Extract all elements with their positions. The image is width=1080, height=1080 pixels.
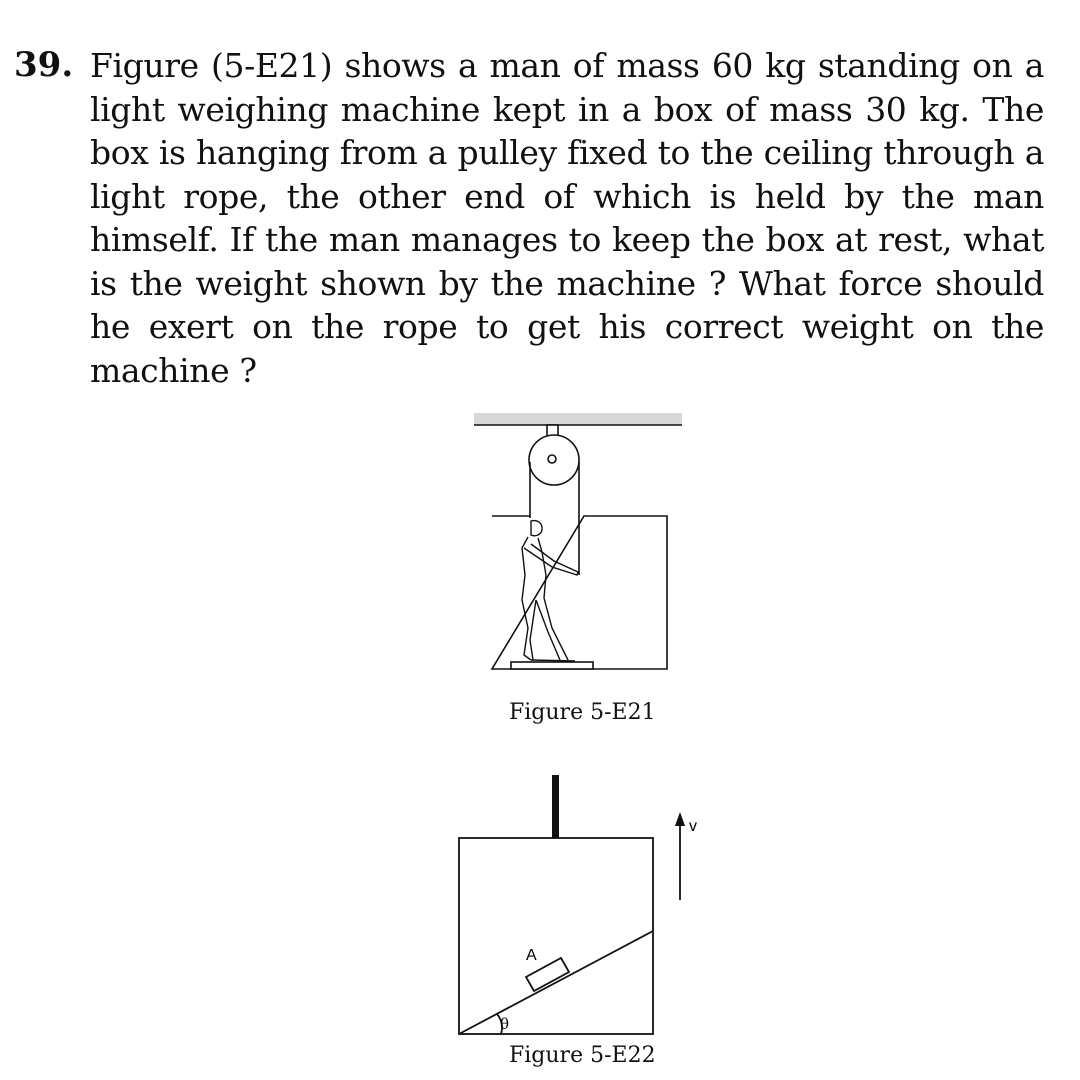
figure-5-e21 — [474, 413, 682, 669]
man-feet — [531, 660, 575, 661]
weighing-machine — [511, 662, 593, 669]
block-label: A — [526, 947, 537, 964]
ceiling — [474, 413, 682, 425]
man-head — [531, 521, 542, 536]
figure-5-e21-caption: Figure 5-E21 — [509, 700, 656, 725]
angle-label: θ — [500, 1015, 510, 1033]
velocity-label: v — [689, 818, 697, 835]
man-legs — [530, 600, 560, 660]
pulley-wheel — [529, 435, 579, 485]
problem-text: Figure (5-E21) shows a man of mass 60 kg standing on a light weighing machine kept in a box of mass 30 kg. The box is hanging from a pulley fixed to the ceiling through a light rope, the other end of which is held by the man himself. If the man manages to keep the box at rest, what is the weight shown by the machine ? What force should he exert on the rope to get his correct weight on the machine ? — [90, 46, 1044, 390]
hanging-rod — [552, 775, 559, 838]
figure-5-e22 — [459, 775, 685, 1034]
man-front — [538, 538, 568, 660]
velocity-arrowhead — [675, 812, 685, 826]
lift-box — [459, 838, 653, 1034]
man-figure — [522, 521, 578, 661]
figure-5-e22-caption: Figure 5-E22 — [509, 1043, 656, 1068]
incline — [459, 931, 653, 1034]
problem-number: 39. — [14, 45, 74, 85]
